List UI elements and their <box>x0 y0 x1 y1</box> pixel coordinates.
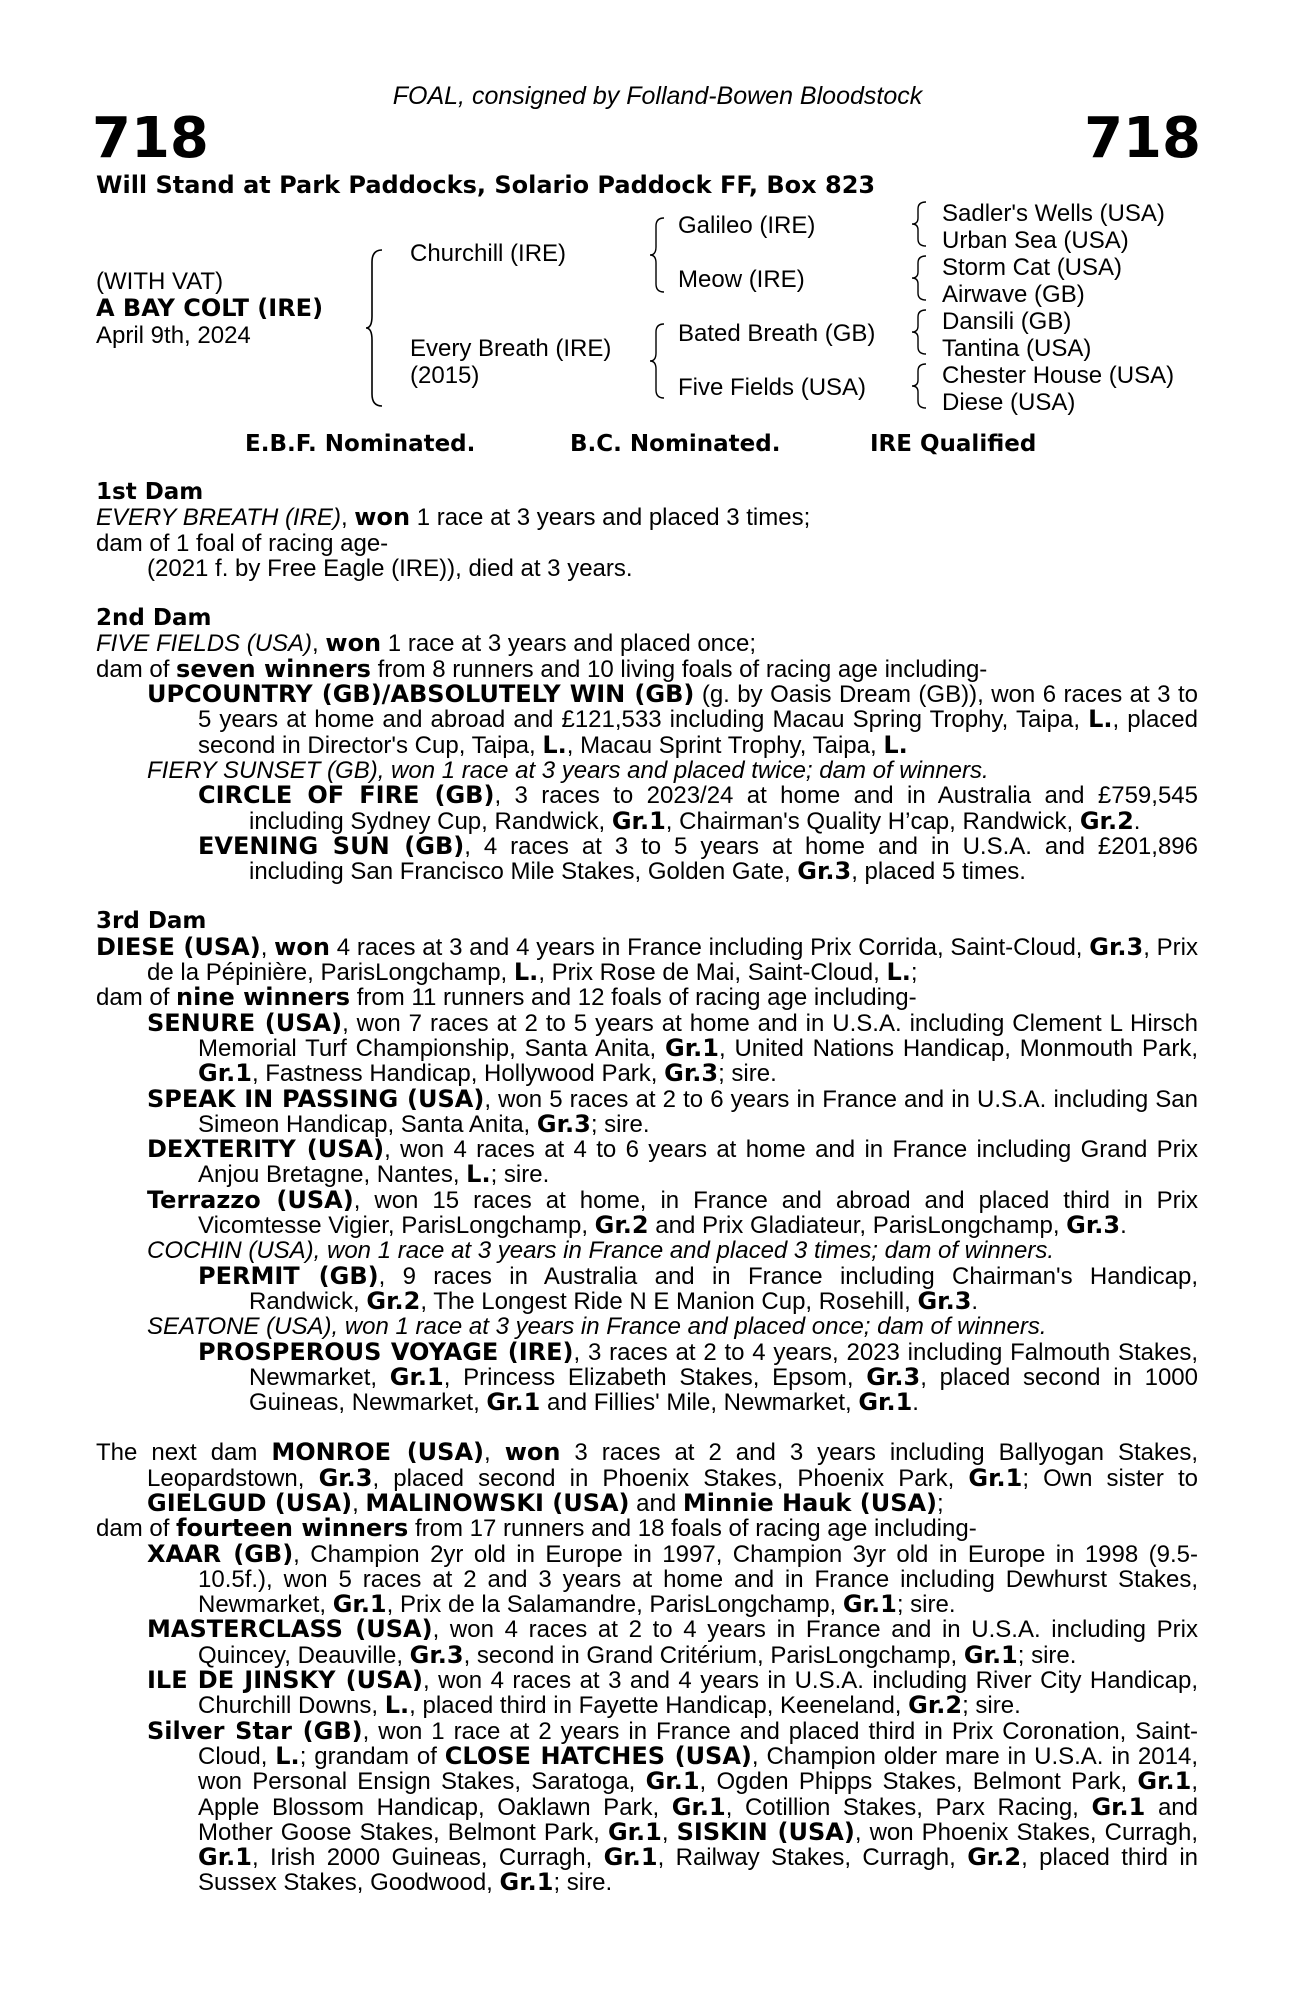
progeny-name: DEXTERITY (USA) <box>147 1135 385 1164</box>
race-grade: Gr.1 <box>671 1792 726 1821</box>
progeny-text: ; sire. <box>590 1110 650 1138</box>
race-grade: Gr.3 <box>664 1059 719 1088</box>
race-grade: Gr.1 <box>499 1868 554 1897</box>
race-grade: Gr.1 <box>645 1767 700 1796</box>
race-grade: Gr.3 <box>409 1640 464 1669</box>
progeny-text: , <box>661 1818 677 1846</box>
race-grade: Gr.1 <box>968 1463 1023 1492</box>
third-dam-record: DIESE (USA), won 4 races at 3 and 4 years in France including Prix Corrida, Saint-Cloud, Gr.3, Prix de la Pépinière, ParisLongchamp, L., Prix Rose de Mai, Saint-Cloud, L.; <box>96 932 1198 987</box>
third-dam-heading: 3rd Dam <box>96 908 207 935</box>
progeny-text: , Prix de la Salamandre, ParisLongchamp, <box>386 1591 843 1619</box>
record-text: 1 race at 3 years and placed once; <box>381 630 757 658</box>
race-grade: Gr.2 <box>1079 806 1134 835</box>
won-label: won <box>274 932 330 961</box>
progeny-text: , placed 5 times. <box>851 858 1026 886</box>
vat-note: (WITH VAT) <box>96 268 224 295</box>
brace-ds <box>910 308 930 356</box>
race-grade: Gr.1 <box>611 806 666 835</box>
progeny-text: , The Longest Ride N E Manion Cup, Rosehill, <box>420 1287 918 1315</box>
progeny-entry <box>96 1617 1198 1668</box>
progeny-name: CLOSE HATCHES (USA) <box>444 1741 752 1770</box>
pedigree-dss: Dansili (GB) <box>942 308 1072 335</box>
won-label: won <box>325 629 382 658</box>
progeny-text: COCHIN (USA), won 1 race at 3 years in France and placed 3 times; dam of winners. <box>147 1237 1055 1265</box>
first-dam-name: EVERY BREATH (IRE) <box>96 504 341 532</box>
progeny-name: EVENING SUN (GB) <box>198 831 465 860</box>
race-grade: L. <box>466 1160 491 1189</box>
progeny-text: ; sire. <box>1017 1641 1077 1669</box>
horse-name: A BAY COLT (IRE) <box>96 294 324 322</box>
progeny-entry <box>96 1716 1199 1897</box>
sire-name: Churchill (IRE) <box>410 240 567 267</box>
brace-ss <box>910 200 930 248</box>
next-dam-produce <box>96 1516 1198 1541</box>
progeny-text: , 3 races to 2023/24 at home and in Australia and £759,545 including Sydney Cup, Randwick, <box>249 782 1198 835</box>
progeny-text: . <box>912 1389 919 1417</box>
second-dam-produce <box>96 654 1198 683</box>
progeny-text: , Railway Stakes, Curragh, <box>657 1844 968 1872</box>
winners-count: nine winners <box>176 983 351 1012</box>
brace-sd <box>910 254 930 302</box>
progeny-entry <box>96 1337 1198 1417</box>
produce-text: from 11 runners and 12 foals of racing age including- <box>350 984 917 1012</box>
race-grade: L. <box>275 1741 300 1770</box>
next-dam-record: The next dam MONROE (USA), won 3 races at 2 and 3 years including Ballyogan Stakes, Leopardstown, Gr.3, placed second in Phoenix Stakes, Phoenix Park, Gr.1; Own sister to GIELGUD (USA), MALINOWSKI (USA) and Minnie Hauk (USA); <box>96 1438 1199 1517</box>
progeny-text: , won 7 races at 2 to 5 years at home and in U.S.A. including Clement L Hirsch Memorial Turf Championship, Santa Anita, <box>198 1009 1199 1062</box>
dam-sire: Bated Breath (GB) <box>678 320 876 347</box>
second-dam-record: FIVE FIELDS (USA), won 1 race at 3 years and placed once; <box>96 629 757 658</box>
race-grade: Gr.2 <box>366 1286 421 1315</box>
ire-qualified: IRE Qualified <box>870 431 1037 457</box>
race-grade: Gr.1 <box>198 1059 252 1088</box>
progeny-text: . <box>971 1287 979 1315</box>
race-grade: Gr.3 <box>797 857 852 886</box>
record-text: , <box>352 1489 366 1517</box>
progeny-text: , Champion older mare in U.S.A. in 2014, won Personal Ensign Stakes, Saratoga, <box>198 1742 1198 1796</box>
record-text: ; <box>910 959 918 987</box>
progeny-text: , placed third in Fayette Handicap, Keeneland, <box>409 1692 909 1720</box>
progeny-entry <box>96 1261 1198 1315</box>
race-grade: Gr.3 <box>1089 932 1144 961</box>
progeny-name: SENURE (USA) <box>147 1008 343 1037</box>
progeny-entry <box>96 1008 1199 1088</box>
won-label: won <box>354 503 411 532</box>
race-grade: L. <box>384 1691 410 1720</box>
second-dam-heading: 2nd Dam <box>96 605 212 632</box>
progeny-text: , Chairman's Quality H’cap, Randwick, <box>665 807 1080 835</box>
progeny-text: ; sire. <box>490 1161 550 1189</box>
produce-text: dam of <box>96 655 177 683</box>
progeny-entry <box>96 1137 1198 1188</box>
progeny-text: , Cotillion Stakes, Parx Racing, <box>725 1793 1092 1821</box>
race-grade: L. <box>542 730 567 759</box>
progeny-text: , Fastness Handicap, Hollywood Park, <box>251 1060 665 1088</box>
race-grade: L. <box>883 730 908 759</box>
progeny-text: , won 4 races at 3 and 4 years in U.S.A. including River City Handicap, Churchill Downs, <box>198 1667 1198 1720</box>
first-dam-record: EVERY BREATH (IRE), won 1 race at 3 years and placed 3 times; <box>96 503 811 532</box>
race-grade: Gr.2 <box>967 1843 1022 1872</box>
record-text: The next dam <box>96 1439 272 1467</box>
first-dam-heading: 1st Dam <box>96 479 204 505</box>
race-grade: Gr.2 <box>908 1691 963 1720</box>
progeny-entry <box>96 783 1198 834</box>
progeny-entry <box>96 1539 1198 1619</box>
sibling-name: GIELGUD (USA) <box>147 1488 353 1517</box>
foaling-date: April 9th, 2024 <box>96 322 251 349</box>
progeny-text: SEATONE (USA), won 1 race at 3 years in France and placed once; dam of winners. <box>147 1313 1047 1341</box>
sibling-name: Minnie Hauk (USA) <box>682 1488 938 1517</box>
progeny-name: Silver Star (GB) <box>147 1716 363 1745</box>
progeny-text: , Champion 2yr old in Europe in 1997, Champion 3yr old in Europe in 1998 (9.5-10.5f.), won 5 races at 2 and 3 years at home and in France including Dewhurst Stakes, Newmarket, <box>198 1540 1198 1619</box>
stabling-line: Will Stand at Park Paddocks, Solario Paddock FF, Box 823 <box>96 171 876 199</box>
record-text: , Prix de la Pépinière, ParisLongchamp, <box>147 933 1198 987</box>
pedigree-sdd: Airwave (GB) <box>942 281 1085 308</box>
progeny-text: , won 1 race at 2 years in France and placed third in Prix Coronation, Saint-Cloud, <box>198 1717 1198 1770</box>
produce-text: dam of <box>96 1515 177 1543</box>
progeny-name: UPCOUNTRY (GB)/ABSOLUTELY WIN (GB) <box>147 680 695 709</box>
sire-sire: Galileo (IRE) <box>678 212 816 239</box>
race-grade: Gr.1 <box>963 1640 1018 1669</box>
progeny-text: , Princess Elizabeth Stakes, Epsom, <box>443 1363 867 1391</box>
race-grade: Gr.1 <box>858 1388 913 1417</box>
record-text: 4 races at 3 and 4 years in France including Prix Corrida, Saint-Cloud, <box>329 933 1090 961</box>
progeny-name: Terrazzo (USA) <box>147 1185 354 1214</box>
progeny-text: ; sire. <box>896 1591 956 1619</box>
dam-name: Every Breath (IRE) <box>410 335 612 362</box>
pedigree-ddd: Diese (USA) <box>942 389 1076 416</box>
progeny-name: SPEAK IN PASSING (USA) <box>147 1084 485 1113</box>
produce-text: from 8 runners and 10 living foals of racing age including- <box>370 655 988 683</box>
record-text: , placed second in Phoenix Stakes, Phoenix Park, <box>372 1464 969 1492</box>
pedigree-dsd: Tantina (USA) <box>942 335 1092 362</box>
progeny-entry <box>96 682 1198 758</box>
record-text: 1 race at 3 years and placed 3 times; <box>410 504 811 532</box>
race-grade: Gr.1 <box>332 1590 387 1619</box>
race-grade: Gr.1 <box>603 1843 658 1872</box>
race-grade: Gr.1 <box>486 1388 541 1417</box>
third-dam-section <box>96 909 1198 1415</box>
race-grade: Gr.3 <box>866 1362 921 1391</box>
record-text: , Prix Rose de Mai, Saint-Cloud, <box>538 959 887 987</box>
progeny-text: , won 15 races at home, in France and abroad and placed third in Prix Vicomtesse Vigier, ParisLongchamp, <box>198 1186 1198 1240</box>
record-text: ; <box>937 1489 944 1517</box>
brace-dd <box>910 362 930 410</box>
progeny-text: and Mother Goose Stakes, Belmont Park, <box>198 1793 1198 1846</box>
pedigree-ssd: Urban Sea (USA) <box>942 227 1129 254</box>
next-dam-section <box>96 1440 1198 1895</box>
progeny-name: XAAR (GB) <box>147 1539 294 1568</box>
progeny-text: ; grandam of <box>299 1742 445 1770</box>
race-grade: Gr.1 <box>607 1817 662 1846</box>
progeny-text: , United Nations Handicap, Monmouth Park, <box>718 1034 1199 1062</box>
race-grade: Gr.1 <box>389 1362 444 1391</box>
winners-count: fourteen winners <box>176 1514 409 1543</box>
progeny-text: , Irish 2000 Guineas, Curragh, <box>251 1844 604 1872</box>
progeny-text: , won Phoenix Stakes, Curragh, <box>854 1818 1198 1846</box>
progeny-entry <box>96 1238 1198 1263</box>
race-grade: L. <box>886 958 911 987</box>
progeny-text: . <box>1133 807 1141 835</box>
second-dam-name: FIVE FIELDS (USA) <box>96 630 313 658</box>
progeny-name: MASTERCLASS (USA) <box>147 1615 433 1644</box>
progeny-entry <box>96 831 1198 886</box>
first-dam-produce: dam of 1 foal of racing age- <box>96 529 389 557</box>
race-grade: Gr.1 <box>842 1590 897 1619</box>
winners-count: seven winners <box>176 654 371 683</box>
progeny-text: , placed third in Sussex Stakes, Goodwood, <box>198 1844 1199 1897</box>
produce-text: from 17 runners and 18 foals of racing age including- <box>408 1515 977 1543</box>
progeny-text: , 3 races at 2 to 4 years, 2023 including Falmouth Stakes, Newmarket, <box>249 1338 1198 1391</box>
progeny-text: , placed second in 1000 Guineas, Newmarket, <box>249 1363 1198 1417</box>
record-text: 3 races at 2 and 3 years including Ballyogan Stakes, Leopardstown, <box>147 1439 1199 1492</box>
progeny-name: PROSPEROUS VOYAGE (IRE) <box>198 1337 574 1366</box>
progeny-text: , 9 races in Australia and in France including Chairman's Handicap, Randwick, <box>249 1262 1198 1315</box>
progeny-entry <box>96 1084 1198 1138</box>
lot-number-left: 718 <box>92 106 209 171</box>
progeny-entry <box>96 1185 1198 1240</box>
race-grade: L. <box>513 958 539 987</box>
pedigree-sss: Sadler's Wells (USA) <box>942 200 1165 227</box>
first-dam-section <box>96 480 1198 581</box>
sire-dam: Meow (IRE) <box>678 266 805 293</box>
progeny-text: , Apple Blossom Handicap, Oaklawn Park, <box>198 1768 1198 1821</box>
progeny-name: PERMIT (GB) <box>198 1261 379 1290</box>
progeny-entry <box>96 758 1198 783</box>
race-grade: L. <box>1088 705 1113 734</box>
progeny-entry <box>96 1668 1198 1719</box>
second-dam-section <box>96 606 1198 884</box>
race-grade: Gr.1 <box>1137 1767 1192 1796</box>
first-dam-foal: (2021 f. by Free Eagle (IRE)), died at 3 years. <box>147 554 633 582</box>
next-dam-name: MONROE (USA) <box>271 1438 485 1467</box>
race-grade: Gr.2 <box>594 1211 649 1240</box>
progeny-text: ; sire. <box>962 1692 1021 1720</box>
progeny-text: , won 4 races at 2 to 4 years in France and in U.S.A. including Prix Quincey, Deauville, <box>198 1616 1198 1669</box>
pedigree-sds: Storm Cat (USA) <box>942 254 1123 281</box>
progeny-text: , 4 races at 3 to 5 years at home and in U.S.A. and £201,896 including San Francisco Mile Stakes, Golden Gate, <box>249 832 1198 886</box>
progeny-text: and Prix Gladiateur, ParisLongchamp, <box>648 1212 1067 1240</box>
progeny-text: , won 5 races at 2 to 6 years in France and in U.S.A. including San Simeon Handicap, Santa Anita, <box>198 1085 1198 1138</box>
race-grade: Gr.3 <box>318 1463 373 1492</box>
progeny-name: CIRCLE OF FIRE (GB) <box>198 781 495 810</box>
race-grade: Gr.3 <box>917 1286 972 1315</box>
dam-dam: Five Fields (USA) <box>678 374 867 401</box>
progeny-text: , second in Grand Critérium, ParisLongchamp, <box>463 1641 964 1669</box>
progeny-text: , won 4 races at 4 to 6 years at home and in France including Grand Prix Anjou Bretagne, Nantes, <box>198 1136 1199 1189</box>
bc-nomination: B.C. Nominated. <box>570 431 781 457</box>
lot-number-right: 718 <box>1084 106 1201 171</box>
progeny-text: . <box>1120 1212 1127 1240</box>
race-grade: Gr.3 <box>536 1109 591 1138</box>
third-dam-name: DIESE (USA) <box>96 932 261 961</box>
progeny-text: and Fillies' Mile, Newmarket, <box>540 1389 859 1417</box>
race-grade: Gr.1 <box>1091 1792 1146 1821</box>
progeny-text: FIERY SUNSET (GB), won 1 race at 3 years and placed twice; dam of winners. <box>147 756 989 784</box>
third-dam-produce <box>96 985 1198 1010</box>
progeny-text: (g. by Oasis Dream (GB)), won 6 races at 3 to 5 years at home and abroad and £121,533 including Macau Spring Trophy, Taipa, <box>198 681 1198 734</box>
consignor-line: FOAL, consigned by Folland-Bowen Bloodstock <box>392 82 923 110</box>
dam-year: (2015) <box>410 362 480 389</box>
progeny-text: ; sire. <box>718 1060 777 1088</box>
race-grade: Gr.1 <box>665 1033 719 1062</box>
won-label: won <box>504 1438 561 1467</box>
progeny-name: SISKIN (USA) <box>676 1817 855 1846</box>
produce-text: dam of <box>96 984 177 1012</box>
progeny-text: , placed second in Director's Cup, Taipa, <box>198 706 1199 759</box>
ebf-nomination: E.B.F. Nominated. <box>245 431 476 457</box>
progeny-text: ; sire. <box>553 1869 613 1897</box>
dam-brace <box>648 322 668 400</box>
pedigree-dds: Chester House (USA) <box>942 362 1175 389</box>
progeny-name: ILE DE JINSKY (USA) <box>147 1666 423 1695</box>
record-text: ; Own sister to <box>1022 1464 1199 1492</box>
record-text: and <box>629 1489 683 1517</box>
race-grade: Gr.1 <box>198 1843 252 1872</box>
sire-brace <box>648 216 668 294</box>
progeny-text: , Macau Sprint Trophy, Taipa, <box>566 731 884 759</box>
sibling-name: MALINOWSKI (USA) <box>365 1488 630 1517</box>
catalogue-body <box>96 480 1198 1896</box>
progeny-text: , Ogden Phipps Stakes, Belmont Park, <box>699 1768 1138 1796</box>
pedigree-brace-main <box>364 248 386 408</box>
race-grade: Gr.3 <box>1066 1211 1121 1240</box>
progeny-entry <box>96 1314 1198 1339</box>
